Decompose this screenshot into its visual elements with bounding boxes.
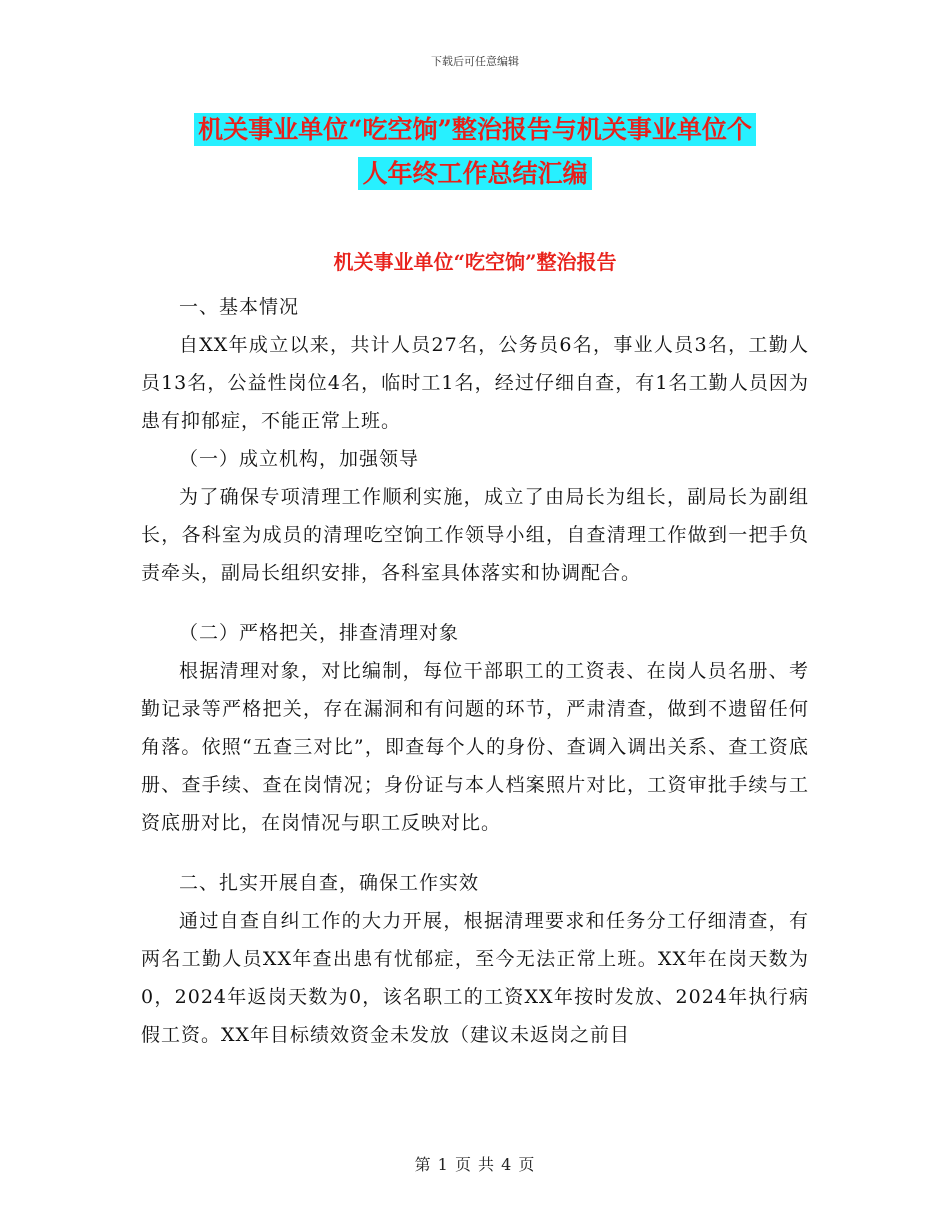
document-title-text-1: 机关事业单位“吃空饷”整治报告与机关事业单位个: [194, 113, 756, 146]
section-title: 机关事业单位“吃空饷”整治报告: [333, 250, 617, 274]
document-title-line-1: [0, 113, 950, 147]
document-body: [141, 288, 809, 1054]
document-title-text-2: 人年终工作总结汇编: [358, 157, 591, 190]
header-note: 下载后可任意编辑: [431, 55, 519, 68]
paragraph-self-inspection: 通过自查自纠工作的大力开展，根据清理要求和任务分工仔细清查，有两名工勤人员XX年查出患有忧郁症，至今无法正常上班。XX年在岗天数为0，2024年返岗天数为0，该名职工的工资XX年按时发放、2024年执行病假工资。XX年目标绩效资金未发放（建议未返岗之前目: [141, 910, 809, 1046]
heading-organization: （一）成立机构，加强领导: [179, 448, 420, 470]
heading-self-inspection: 二、扎实开展自查，确保工作实效: [179, 872, 480, 894]
paragraph-strict-check: 根据清理对象，对比编制，每位干部职工的工资表、在岗人员名册、考勤记录等严格把关，存在漏洞和有问题的环节，严肃清查，做到不遗留任何角落。依照“五查三对比”，即查每个人的身份、查调入调出关系、查工资底册、查手续、查在岗情况；身份证与本人档案照片对比，工资审批手续与工资底册对比，在岗情况与职工反映对比。: [141, 660, 809, 834]
heading-strict-check: （二）严格把关，排查清理对象: [179, 622, 460, 644]
paragraph-organization: 为了确保专项清理工作顺利实施，成立了由局长为组长，副局长为副组长，各科室为成员的清理吃空饷工作领导小组，自查清理工作做到一把手负责牵头，副局长组织安排，各科室具体落实和协调配合。: [141, 486, 809, 584]
heading-basic-info: 一、基本情况: [179, 296, 300, 318]
paragraph-staff-overview: 自XX年成立以来，共计人员27名，公务员6名，事业人员3名，工勤人员13名，公益性岗位4名，临时工1名，经过仔细自查，有1名工勤人员因为患有抑郁症，不能正常上班。: [141, 334, 809, 432]
page-footer: 第 1 页 共 4 页: [414, 1155, 536, 1174]
document-title-line-2: [0, 157, 950, 191]
